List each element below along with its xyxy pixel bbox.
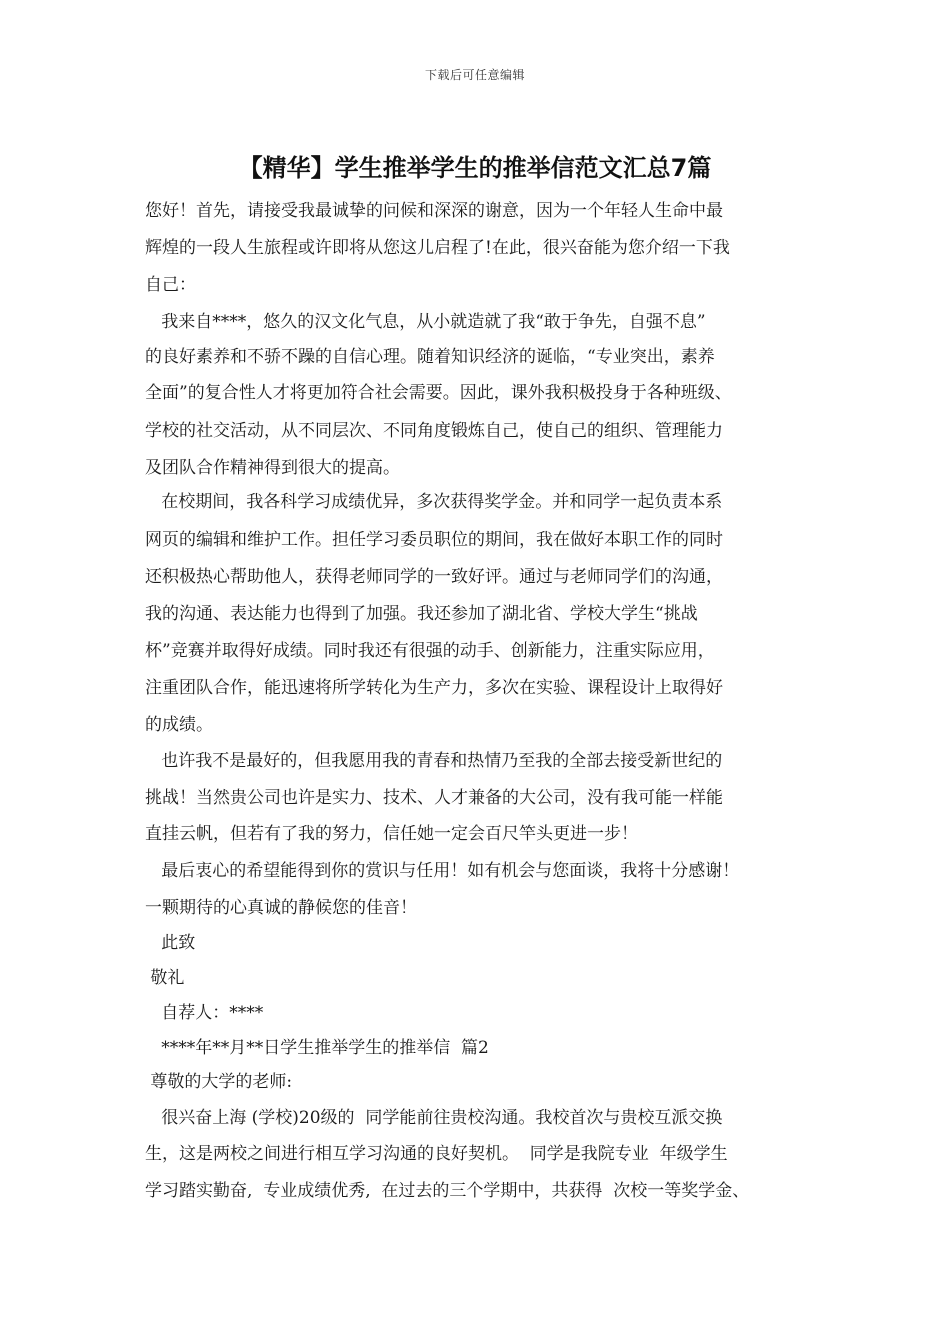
body-line: ****年**月**日学生推举学生的推举信 篇2: [145, 1038, 489, 1058]
body-line: 生，这是两校之间进行相互学习沟通的良好契机。 同学是我院专业 年级学生: [145, 1144, 728, 1164]
body-line: 我来自****，悠久的汉文化气息，从小就造就了我“敢于争先，自强不息”: [145, 312, 706, 332]
body-line: 您好！首先，请接受我最诚挚的问候和深深的谢意，因为一个年轻人生命中最: [145, 201, 723, 221]
body-line: 自荐人：****: [145, 1003, 264, 1023]
body-line: 杯”竞赛并取得好成绩。同时我还有很强的动手、创新能力，注重实际应用，: [145, 641, 715, 661]
body-line: 网页的编辑和维护工作。担任学习委员职位的期间，我在做好本职工作的同时: [145, 530, 723, 550]
body-line: 挑战！当然贵公司也许是实力、技术、人才兼备的大公司，没有我可能一样能: [145, 788, 723, 808]
body-line: 还积极热心帮助他人，获得老师同学的一致好评。通过与老师同学们的沟通，: [145, 567, 723, 587]
body-line: 我的沟通、表达能力也得到了加强。我还参加了湖北省、学校大学生“挑战: [145, 604, 698, 624]
body-line: 注重团队合作，能迅速将所学转化为生产力，多次在实验、课程设计上取得好: [145, 678, 723, 698]
body-line: 在校期间，我各科学习成绩优异，多次获得奖学金。并和同学一起负责本系: [145, 492, 723, 512]
body-line: 学校的社交活动，从不同层次、不同角度锻炼自己，使自己的组织、管理能力: [145, 421, 723, 441]
body-line: 很兴奋上海 (学校)20级的 同学能前往贵校沟通。我校首次与贵校互派交换: [145, 1108, 723, 1128]
body-line: 也许我不是最好的，但我愿用我的青春和热情乃至我的全部去接受新世纪的: [145, 751, 723, 771]
body-line: 最后衷心的希望能得到你的赏识与任用！如有机会与您面谈，我将十分感谢！: [145, 861, 740, 881]
body-line: 及团队合作精神得到很大的提高。: [145, 458, 400, 478]
body-line: 自己：: [145, 275, 196, 295]
body-line: 尊敬的大学的老师:: [145, 1072, 293, 1092]
document-title: 【精华】学生推举学生的推举信范文汇总7篇: [238, 154, 712, 182]
body-line: 敬礼: [145, 968, 185, 988]
body-line: 此致: [145, 933, 196, 953]
page-header-note: 下载后可任意编辑: [424, 68, 525, 82]
body-line: 的良好素养和不骄不躁的自信心理。随着知识经济的诞临，“专业突出，素养: [145, 347, 715, 367]
body-line: 辉煌的一段人生旅程或许即将从您这儿启程了!在此，很兴奋能为您介绍一下我: [145, 238, 730, 258]
body-line: 直挂云帆，但若有了我的努力，信任她一定会百尺竿头更进一步！: [145, 824, 638, 844]
body-line: 一颗期待的心真诚的静候您的佳音！: [145, 898, 417, 918]
body-line: 全面”的复合性人才将更加符合社会需要。因此，课外我积极投身于各种班级、: [145, 383, 732, 403]
body-line: 的成绩。: [145, 715, 213, 735]
body-line: 学习踏实勤奋, 专业成绩优秀, 在过去的三个学期中，共获得 次校一等奖学金、: [145, 1181, 750, 1201]
